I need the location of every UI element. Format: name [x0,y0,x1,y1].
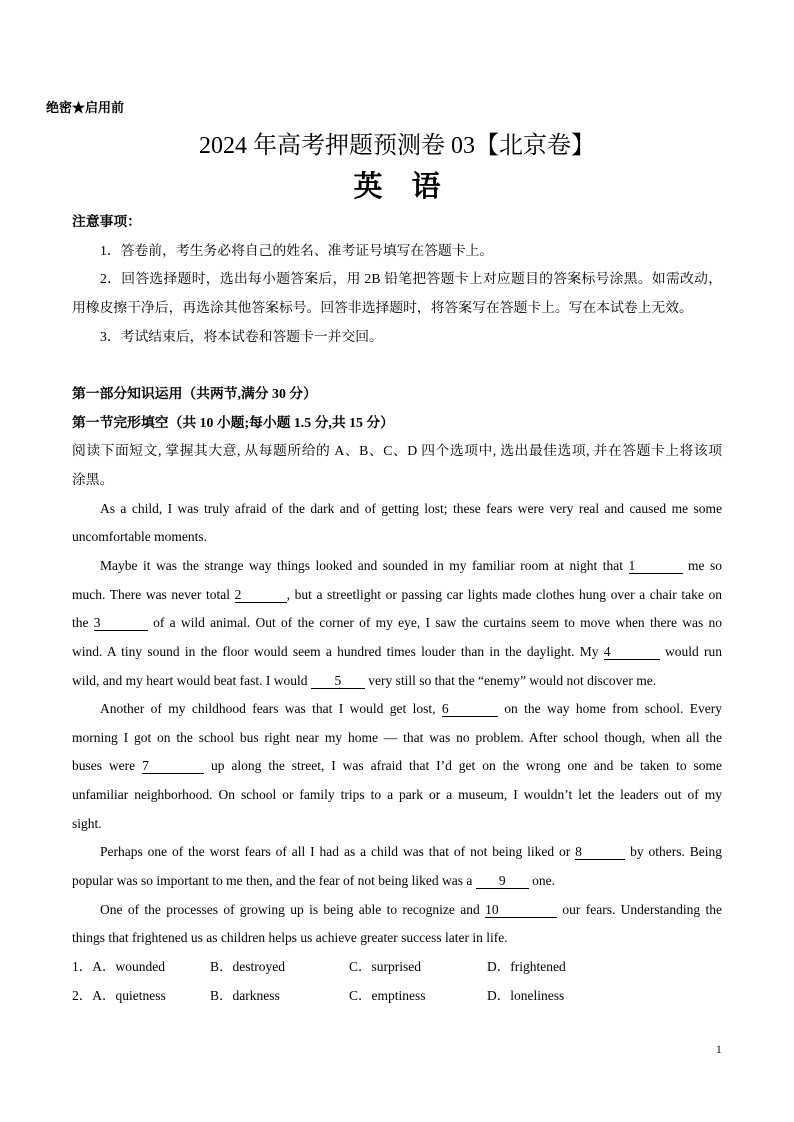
line-text: of a wild animal. Out of the corner of my eye, I saw the curtains seem to move when there was no [153,615,722,631]
option-a [72,953,165,982]
passage-line: As a child, I was truly afraid of the dark and of getting lost; these fears were very real and caused me some [100,500,722,516]
passage-line [72,667,722,696]
exam-title: 2024 年高考押题预测卷 03【北京卷】 [199,133,595,159]
option-letter: A． [92,987,116,1003]
notice-item-3 [72,323,722,352]
line-text: would run [665,643,722,659]
passage-line: sight. [72,815,102,831]
line-text: popular was so important to me then, and the fear of not being liked was a [72,873,473,889]
line-text: wind. A tiny sound in the floor would seem a hundred times louder than in the daylight. My [72,643,599,659]
blank-5: 5 [311,674,365,689]
instruction-line: 涂黑。 [72,471,114,487]
spacer [72,351,722,380]
line-text: One of the processes of growing up is being able to recognize and [100,901,480,917]
option-text: frightened [510,959,566,975]
question-2 [72,982,722,1011]
passage-paragraph-5 [72,896,722,953]
blank-8: 8 [575,845,625,860]
blank-3: 3 [94,616,148,631]
line-text: by others. Being [630,844,722,860]
passage-line [72,581,722,610]
notice-heading: 注意事项： [72,214,141,229]
instruction-line: 阅读下面短文, 掌握其大意, 从每题所给的 A、B、C、D 四个选项中, 选出最佳选项, 并在答题卡上将该项 [72,443,722,459]
option-text: destroyed [232,959,285,975]
option-letter: D． [487,959,511,975]
line-text: much. There was never total [72,586,230,602]
page-number: 1 [716,1044,722,1056]
option-text: loneliness [510,987,565,1003]
subject-title: 英 语 [353,171,441,203]
option-c [349,953,421,982]
line-text: up along the street, I was afraid that I’d get on the wrong one and be taken to some [211,758,722,774]
line-text: me so [688,557,722,573]
line-text: wild, and my heart would beat fast. I would [72,672,308,688]
passage-paragraph-2 [72,552,722,695]
option-letter: D． [487,987,511,1003]
blank-1: 1 [629,559,683,574]
question-1 [72,953,722,982]
line-text: one. [532,873,556,889]
line-text: buses were [72,758,136,774]
option-d [487,982,564,1011]
question-number: 2． [72,987,93,1003]
option-b [210,953,285,982]
blank-10: 10 [485,903,557,918]
passage-line: uncomfortable moments. [72,529,207,545]
option-letter: C． [349,987,372,1003]
line-text: Another of my childhood fears was that I would get lost, [100,701,436,717]
option-d [487,953,566,982]
question-number: 1． [72,959,93,975]
option-text: quietness [115,987,166,1003]
passage-line: morning I got on the school bus right near my home — that was no problem. After school though, when all the [72,729,722,745]
blank-6: 6 [442,702,498,717]
option-b [210,982,280,1011]
passage-line [72,638,722,667]
option-letter: A． [92,959,116,975]
option-letter: B． [210,959,233,975]
passage-line [72,752,722,781]
passage-line [72,867,722,896]
part-heading: 第一部分知识运用（共两节,满分 30 分） [72,385,317,401]
option-letter: C． [349,959,372,975]
line-text: Perhaps one of the worst fears of all I had as a child was that of not being liked or [100,844,571,860]
passage-line [72,552,722,581]
passage-line: things that frightened us as children helps us achieve greater success later in life. [72,930,508,946]
line-text: Maybe it was the strange way things looked and sounded in my familiar room at night that [100,557,623,573]
option-text: emptiness [371,987,426,1003]
section-instructions [72,437,722,494]
passage-line [72,896,722,925]
passage-line [72,695,722,724]
confidential-label: 绝密★启用前 [46,100,125,115]
option-c [349,982,426,1011]
passage-line [72,838,722,867]
notice-line: 1．答卷前，考生务必将自己的姓名、准考证号填写在答题卡上。 [100,242,494,258]
notice-item-1 [72,237,722,266]
notice-line: 用橡皮擦干净后，再选涂其他答案标号。回答非选择题时，将答案写在答题卡上。写在本试卷上无效。 [72,299,693,315]
line-text: on the way home from school. Every [504,701,722,717]
passage-paragraph-1 [72,495,722,552]
passage-line [72,609,722,638]
passage-paragraph-3 [72,695,722,838]
section-heading: 第一节完形填空（共 10 小题;每小题 1.5 分,共 15 分） [72,414,394,430]
line-text: our fears. Understanding the [562,901,722,917]
option-letter: B． [210,987,233,1003]
blank-2: 2 [235,588,287,603]
option-text: wounded [115,959,165,975]
page-body [72,208,722,1010]
blank-4: 4 [604,645,660,660]
option-a [72,982,166,1011]
notice-item-2 [72,265,722,322]
blank-7: 7 [142,759,204,774]
passage-paragraph-4 [72,838,722,895]
passage-line: unfamiliar neighborhood. On school or family trips to a park or a museum, I wouldn’t let the leaders out of my [72,787,722,803]
line-text: very still so that the “enemy” would not discover me. [368,672,657,688]
line-text: the [72,615,89,631]
blank-9: 9 [476,874,529,889]
notice-line: 3．考试结束后，将本试卷和答题卡一并交回。 [100,328,383,344]
option-text: surprised [371,959,422,975]
option-text: darkness [232,987,280,1003]
line-text: , but a streetlight or passing car lights made clothes hung over a chair take on [286,586,722,602]
notice-line: 2．回答选择题时，选出每小题答案后，用 2B 铅笔把答题卡上对应题目的答案标号涂黑。如需改动， [100,271,722,287]
